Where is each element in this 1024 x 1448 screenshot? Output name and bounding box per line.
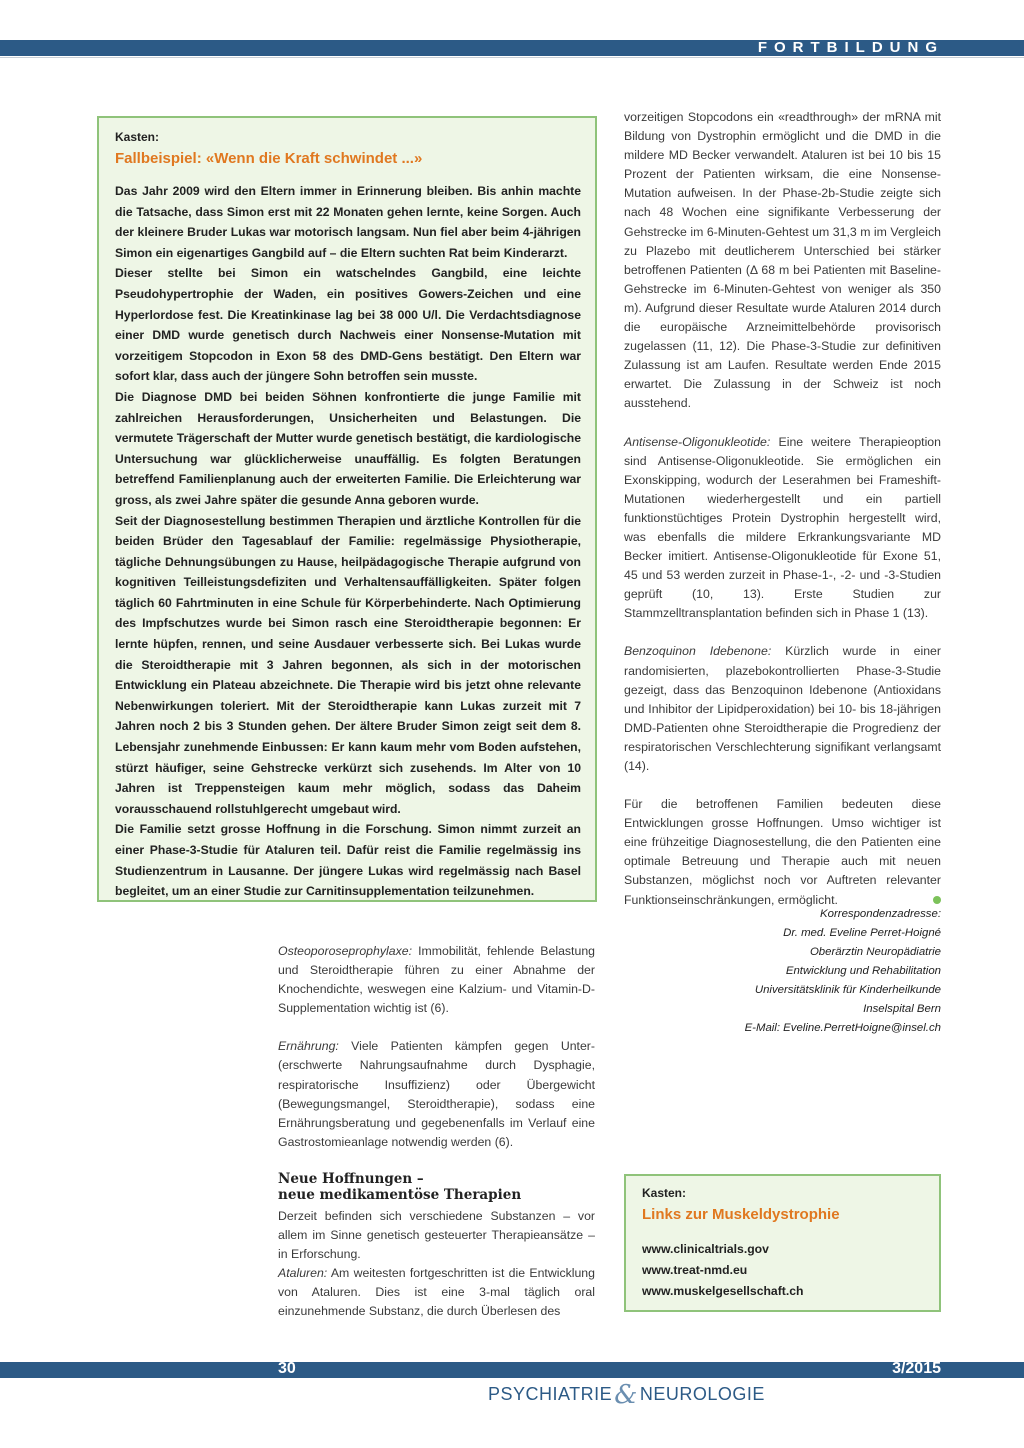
paragraph-lead: Antisense-Oligonukleotide: xyxy=(624,434,771,449)
link-clinicaltrials[interactable]: www.clinicaltrials.gov xyxy=(642,1242,769,1256)
paragraph-lead: Osteoporoseprophylaxe: xyxy=(278,944,412,958)
correspondence-label: Korrespondenzadresse: xyxy=(820,908,941,920)
case-box-title: Fallbeispiel: «Wenn die Kraft schwindet ...» xyxy=(115,150,423,167)
publication-logo xyxy=(488,1380,765,1410)
publication-ampersand: & xyxy=(614,1380,638,1410)
body-paragraph xyxy=(624,795,941,910)
correspondence-line: Dr. med. Eveline Perret-Hoigné xyxy=(783,927,941,939)
paragraph-text: Am weitesten fortgeschritten ist die Entwicklung von Ataluren. Dies ist eine 3-mal täglich oral einzunehmende Substanz, die durch Überlesen des xyxy=(278,1266,595,1319)
paragraph-text: Für die betroffenen Familien bedeuten diese Entwicklungen grosse Hoffnungen. Umso wichtiger ist eine frühzeitige Diagnosestellung, die den Patienten eine optimale Betreuung und Therapie auch mit neuen Substanzen, möglichst noch vor Auftreten relevanter Funktionseinschränkungen, ermöglicht. xyxy=(624,797,941,907)
publication-name-right: NEUROLOGIE xyxy=(639,1384,765,1404)
case-study-box xyxy=(97,116,597,902)
links-box xyxy=(624,1174,941,1312)
body-paragraph xyxy=(624,642,941,776)
case-paragraph: Das Jahr 2009 wird den Eltern immer in Erinnerung bleiben. Bis anhin machte die Tatsache, dass Simon erst mit 22 Monaten gehen lernte, keine Sorgen. Auch der kleinere Bruder Lukas war motorisch langsam. Nun fiel aber beim 4-jährigen Simon ein eigenartiges Gangbild auf – die Eltern suchten Rat beim Kinderarzt. xyxy=(115,184,581,260)
case-paragraph: Die Diagnose DMD bei beiden Söhnen konfrontierte die junge Familie mit zahlreichen Herausforderungen, Unsicherheiten und Belastungen. Die vermutete Trägerschaft der Mutter wurde genetisch bestätigt, die kardiologische Untersuchung war glücklicherweise unauffällig. Es folgten Beratungen betreffend Familienplanung auch der erweiterten Familie. Die Erleichterung war gross, als zwei Jahre später die gesunde Anna geboren wurde. xyxy=(115,389,581,507)
links-box-kicker: Kasten: xyxy=(642,1186,687,1200)
case-paragraph: Die Familie setzt grosse Hoffnung in die Forschung. Simon nimmt zurzeit an einer Phase-3-Studie für Ataluren teil. Dafür reist die Familie regelmässig ins Studienzentrum in Lausanne. Der jüngere Lukas wird regelmässig nach Basel begleitet, um an einer Studie zur Carnitinsupplementation teilzunehmen. xyxy=(115,822,581,899)
issue-number: 3/2015 xyxy=(892,1360,941,1377)
page-number: 30 xyxy=(278,1360,296,1377)
paragraph-text: Kürzlich wurde in einer randomisierten, plazebokontrollierten Phase-3-Studie gezeigt, dass das Benzoquinon Idebenone (Antioxidans und Inhibitor der Lipidperoxidation) bei 10- bis 18-jährigen DMD-Patienten ohne Steroidtherapie die Progredienz der respiratorischen Verschlechterung signifikant verlangsamt (14). xyxy=(624,644,941,773)
link-muskelgesellschaft[interactable]: www.muskelgesellschaft.ch xyxy=(642,1284,804,1298)
body-paragraph xyxy=(278,942,595,1018)
links-box-title: Links zur Muskeldystrophie xyxy=(642,1206,840,1223)
body-paragraph xyxy=(278,1264,595,1321)
correspondence-line: Oberärztin Neuropädiatrie xyxy=(809,946,941,958)
body-paragraph xyxy=(624,433,941,624)
header-rule xyxy=(0,57,1024,58)
footer-bar xyxy=(0,1362,1024,1378)
section-heading-line: Neue Hoffnungen – xyxy=(278,1170,424,1187)
paragraph-text: Eine weitere Therapieoption sind Antisense-Oligonukleotide. Sie ermöglichen ein Exonskipping, wodurch der Leserahmen bei Frameshift-Mutationen wiederhergestellt und ein partiell funktionstüchtiges Protein Dystrophin hergestellt wird, was ebenfalls die mildere Erkrankungsvariante MD Becker imitiert. Antisense-Oligonukleotide für Exone 51, 45 und 53 werden zurzeit in Phase-1-, -2- und -3-Studien geprüft (10, 13). Erste Studien zur Stammzelltransplantation befinden sich in Phase 1 (13). xyxy=(624,434,941,621)
right-text-column xyxy=(624,108,941,910)
body-paragraph: Derzeit befinden sich verschiedene Substanzen – vor allem im Sinne genetisch gesteuerter Therapieansätze – in Erforschung. xyxy=(278,1208,595,1262)
paragraph-text: Viele Patienten kämpfen gegen Unter- (erschwerte Nahrungsaufnahme durch Dysphagie, respiratorische Insuffizienz) oder Übergewicht (Bewegungsmangel, Steroidtherapie), sodass eine Ernährungsberatung und gegebenenfalls im Verlauf eine Gastrostomieanlage notwendig werden (6). xyxy=(278,1039,595,1149)
correspondence-address xyxy=(624,905,941,1038)
paragraph-lead: Ataluren: xyxy=(278,1266,328,1281)
case-paragraph: Seit der Diagnosestellung bestimmen Therapien und ärztliche Kontrollen für die beiden Brüder den Tagesablauf der Familie: regelmässige Physiotherapie, tägliche Dehnungsübungen zu Hause, heilpädagogische Therapie aufgrund von kognitiven Teilleistungsdefiziten und Verhaltensauffälligkeiten. Später folgen täglich 60 Fahrtminuten in eine Schule für Körperbehinderte. Nach Optimierung des Impfschutzes wurde bei Simon rasch eine Steroidtherapie begonnen: Er lernte hüpfen, rennen, und seine Ausdauer verbesserte sich. Bei Lukas wurde die Steroidtherapie mit 3 Jahren begonnen, als sich in der motorischen Entwicklung ein Plateau abzeichnete. Die Therapie wird bis jetzt ohne relevante Nebenwirkungen toleriert. Mit der Steroidtherapie kann Lukas zurzeit mit 7 Jahren noch 2 bis 3 Stunden gehen. Der ältere Bruder Simon zeigt seit dem 8. Lebensjahr zunehmende Einbussen: Er kann kaum mehr vom Boden aufstehen, stürzt häufiger, seine Gehstrecke verkürzt sich zusehends. Im Alter von 10 Jahren ist Treppensteigen kaum mehr möglich, sodass das Daheim vorausschauend rollstuhlgerecht umgebaut wird. xyxy=(115,513,581,816)
section-label: FORTBILDUNG xyxy=(757,39,944,56)
case-box-body xyxy=(115,181,581,902)
section-heading-line: neue medikamentöse Therapien xyxy=(278,1186,522,1203)
correspondence-email: E-Mail: Eveline.PerretHoigne@insel.ch xyxy=(744,1022,941,1034)
case-box-kicker: Kasten: xyxy=(115,130,160,144)
header-bar xyxy=(0,40,1024,56)
paragraph-text: Immobilität, fehlende Belastung und Steroidtherapie führen zu einer Abnahme der Knochendichte, weswegen eine Kalzium- und Vitamin-D-Supplementation wichtig ist (6). xyxy=(278,944,595,1016)
correspondence-line: Entwicklung und Rehabilitation xyxy=(785,965,941,977)
body-paragraph: vorzeitigen Stopcodons ein «readthrough» der mRNA mit Bildung von Dystrophin ermöglicht und die DMD in die mildere MD Becker verwandelt. Ataluren ist bei 10 bis 15 Prozent der Patienten wirksam, die eine Nonsense-Mutation aufweisen. In der Phase-2b-Studie zeigte sich nach 48 Wochen eine signifikante Verbesserung der Gehstrecke im 6-Minuten-Gehtest um 31,3 m im Vergleich zu Plazebo mit deutlicherem Unterschied bei stärker betroffenen Patienten (Δ 68 m bei Patienten mit Baseline-Gehstrecke im 6-Minuten-Gehtest von weniger als 350 m). Aufgrund dieser Resultate wurde Ataluren 2014 durch die europäische Arzneimittelbehörde provisorisch zugelassen (11, 12). Die Phase-3-Studie zur definitiven Zulassung ist am Laufen. Resultate werden Ende 2015 erwartet. Die Zulassung in der Schweiz ist noch ausstehend. xyxy=(624,110,941,411)
left-text-column xyxy=(278,942,595,1322)
publication-name-left: PSYCHIATRIE xyxy=(488,1384,613,1404)
paragraph-lead: Ernährung: xyxy=(278,1039,339,1054)
section-heading xyxy=(278,1171,595,1203)
case-paragraph: Dieser stellte bei Simon ein watschelndes Gangbild, eine leichte Pseudohypertrophie der Waden, ein positives Gowers-Zeichen und eine Hyperlordose fest. Die Kreatinkinase lag bei 38 000 U/l. Die Verdachtsdiagnose einer DMD wurde genetisch durch Nachweis einer Nonsense-Mutation mit vorzeitigem Stopcodon in Exon 58 des DMD-Gens bestätigt. Den Eltern war sofort klar, dass auch der jüngere Sohn betroffen sein musste. xyxy=(115,266,581,384)
end-of-article-dot-icon xyxy=(933,896,941,904)
correspondence-line: Inselspital Bern xyxy=(863,1003,941,1015)
link-treat-nmd[interactable]: www.treat-nmd.eu xyxy=(642,1263,748,1277)
correspondence-line: Universitätsklinik für Kinderheilkunde xyxy=(754,984,941,996)
body-paragraph xyxy=(278,1037,595,1152)
links-list xyxy=(642,1239,925,1302)
paragraph-lead: Benzoquinon Idebenone: xyxy=(624,644,772,659)
